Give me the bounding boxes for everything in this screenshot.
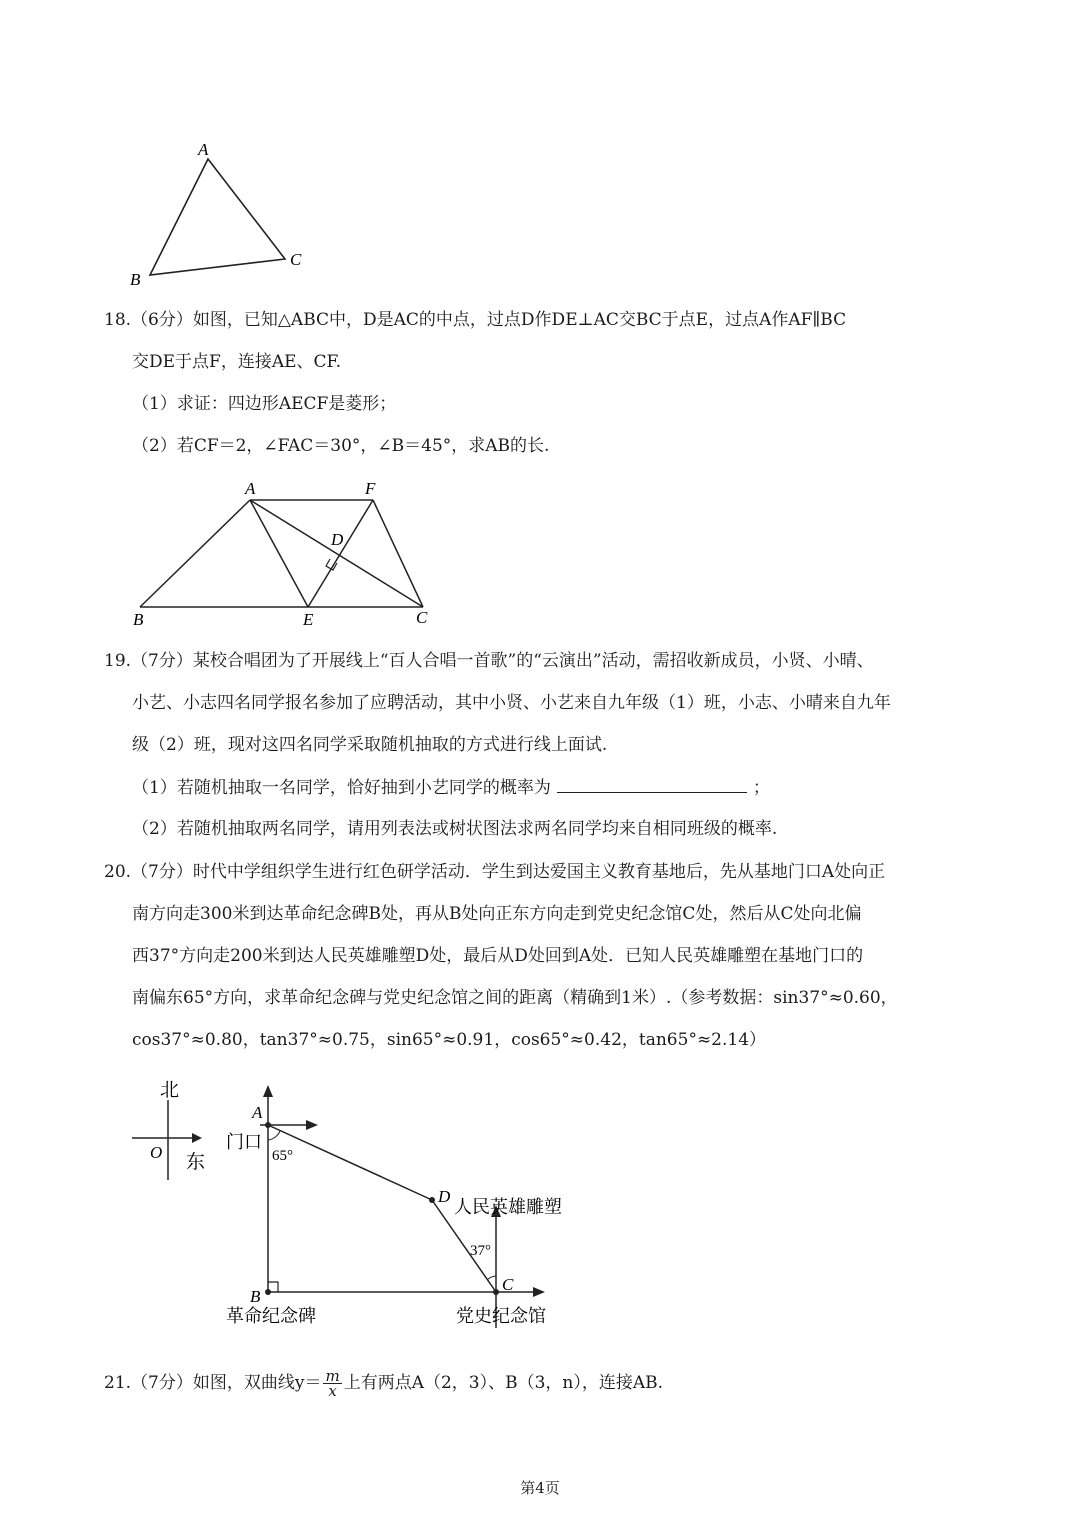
triangle-figure-abc bbox=[120, 135, 320, 295]
q21-prefix: 21.（7分）如图，双曲线y＝ bbox=[104, 1373, 322, 1393]
q20-line5: cos37°≈0.80，tan37°≈0.75，sin65°≈0.91，cos65°≈0.42，tan65°≈2.14） bbox=[132, 1030, 767, 1050]
q18-line1: 18.（6分）如图，已知△ABC中，D是AC的中点，过点D作DE⊥AC交BC于点E，过点A作AF∥BC bbox=[104, 310, 847, 330]
q18-line2: 交DE于点F，连接AE、CF. bbox=[132, 352, 342, 372]
label-e: E bbox=[303, 610, 314, 629]
q19-part1-end: ； bbox=[752, 778, 770, 798]
q19-part1 bbox=[132, 776, 770, 799]
label-c: C bbox=[290, 250, 302, 269]
q18-part2: （2）若CF＝2，∠FAC＝30°，∠B＝45°，求AB的长. bbox=[132, 436, 550, 456]
point-d-label: D bbox=[438, 1187, 451, 1206]
north-label: 北 bbox=[160, 1080, 180, 1101]
q20-line4: 南偏东65°方向，求革命纪念碑与党史纪念馆之间的距离（精确到1米）.（参考数据：sin37°≈0.60， bbox=[132, 988, 898, 1008]
angle-65-label: 65° bbox=[272, 1148, 293, 1164]
frac-denominator: x bbox=[328, 1382, 337, 1400]
point-c-label: C bbox=[502, 1275, 514, 1294]
label-c: C bbox=[416, 608, 428, 627]
route-map-figure bbox=[120, 1070, 590, 1340]
page-footer: 第4页 bbox=[520, 1479, 560, 1497]
q21-line bbox=[104, 1365, 663, 1401]
frac-numerator: m bbox=[325, 1367, 340, 1385]
angle-37-label: 37° bbox=[470, 1243, 491, 1259]
label-a: A bbox=[245, 479, 256, 498]
label-a: A bbox=[198, 140, 209, 159]
point-b-label: B bbox=[250, 1287, 261, 1306]
q19-line1: 19.（7分）某校合唱团为了开展线上“百人合唱一首歌”的“云演出”活动，需招收新成员，小贤、小晴、 bbox=[104, 651, 874, 671]
q20-line1: 20.（7分）时代中学组织学生进行红色研学活动．学生到达爱国主义教育基地后，先从基地门口A处向正 bbox=[104, 862, 886, 882]
rhombus-figure bbox=[125, 475, 445, 635]
statue-label: 人民英雄雕塑 bbox=[454, 1197, 562, 1217]
origin-label: O bbox=[150, 1143, 163, 1162]
q20-line3: 西37°方向走200米到达人民英雄雕塑D处，最后从D处回到A处．已知人民英雄雕塑在基地门口的 bbox=[132, 946, 864, 966]
east-label: 东 bbox=[186, 1152, 206, 1173]
museum-label: 党史纪念馆 bbox=[456, 1306, 546, 1326]
label-b: B bbox=[133, 610, 144, 629]
q19-part1-text: （1）若随机抽取一名同学，恰好抽到小艺同学的概率为 bbox=[132, 778, 551, 798]
q21-suffix: 上有两点A（2，3）、B（3，n），连接AB. bbox=[343, 1373, 664, 1393]
label-f: F bbox=[365, 479, 376, 498]
q20-line2: 南方向走300米到达革命纪念碑B处，再从B处向正东方向走到党史纪念馆C处，然后从C处向北偏 bbox=[132, 904, 862, 924]
q19-part2: （2）若随机抽取两名同学，请用列表法或树状图法求两名同学均来自相同班级的概率. bbox=[132, 819, 778, 839]
fraction-m-over-x bbox=[323, 1369, 341, 1398]
point-a-label: A bbox=[252, 1103, 263, 1122]
gate-label: 门口 bbox=[226, 1132, 262, 1152]
q18-part1: （1）求证：四边形AECF是菱形； bbox=[132, 394, 397, 414]
label-b: B bbox=[130, 270, 141, 289]
q19-line2: 小艺、小志四名同学报名参加了应聘活动，其中小贤、小艺来自九年级（1）班，小志、小晴来自九年 bbox=[132, 693, 891, 713]
monument-label: 革命纪念碑 bbox=[226, 1306, 316, 1326]
label-d: D bbox=[331, 530, 344, 549]
q19-line3: 级（2）班，现对这四名同学采取随机抽取的方式进行线上面试. bbox=[132, 735, 608, 755]
answer-blank[interactable] bbox=[557, 776, 747, 793]
